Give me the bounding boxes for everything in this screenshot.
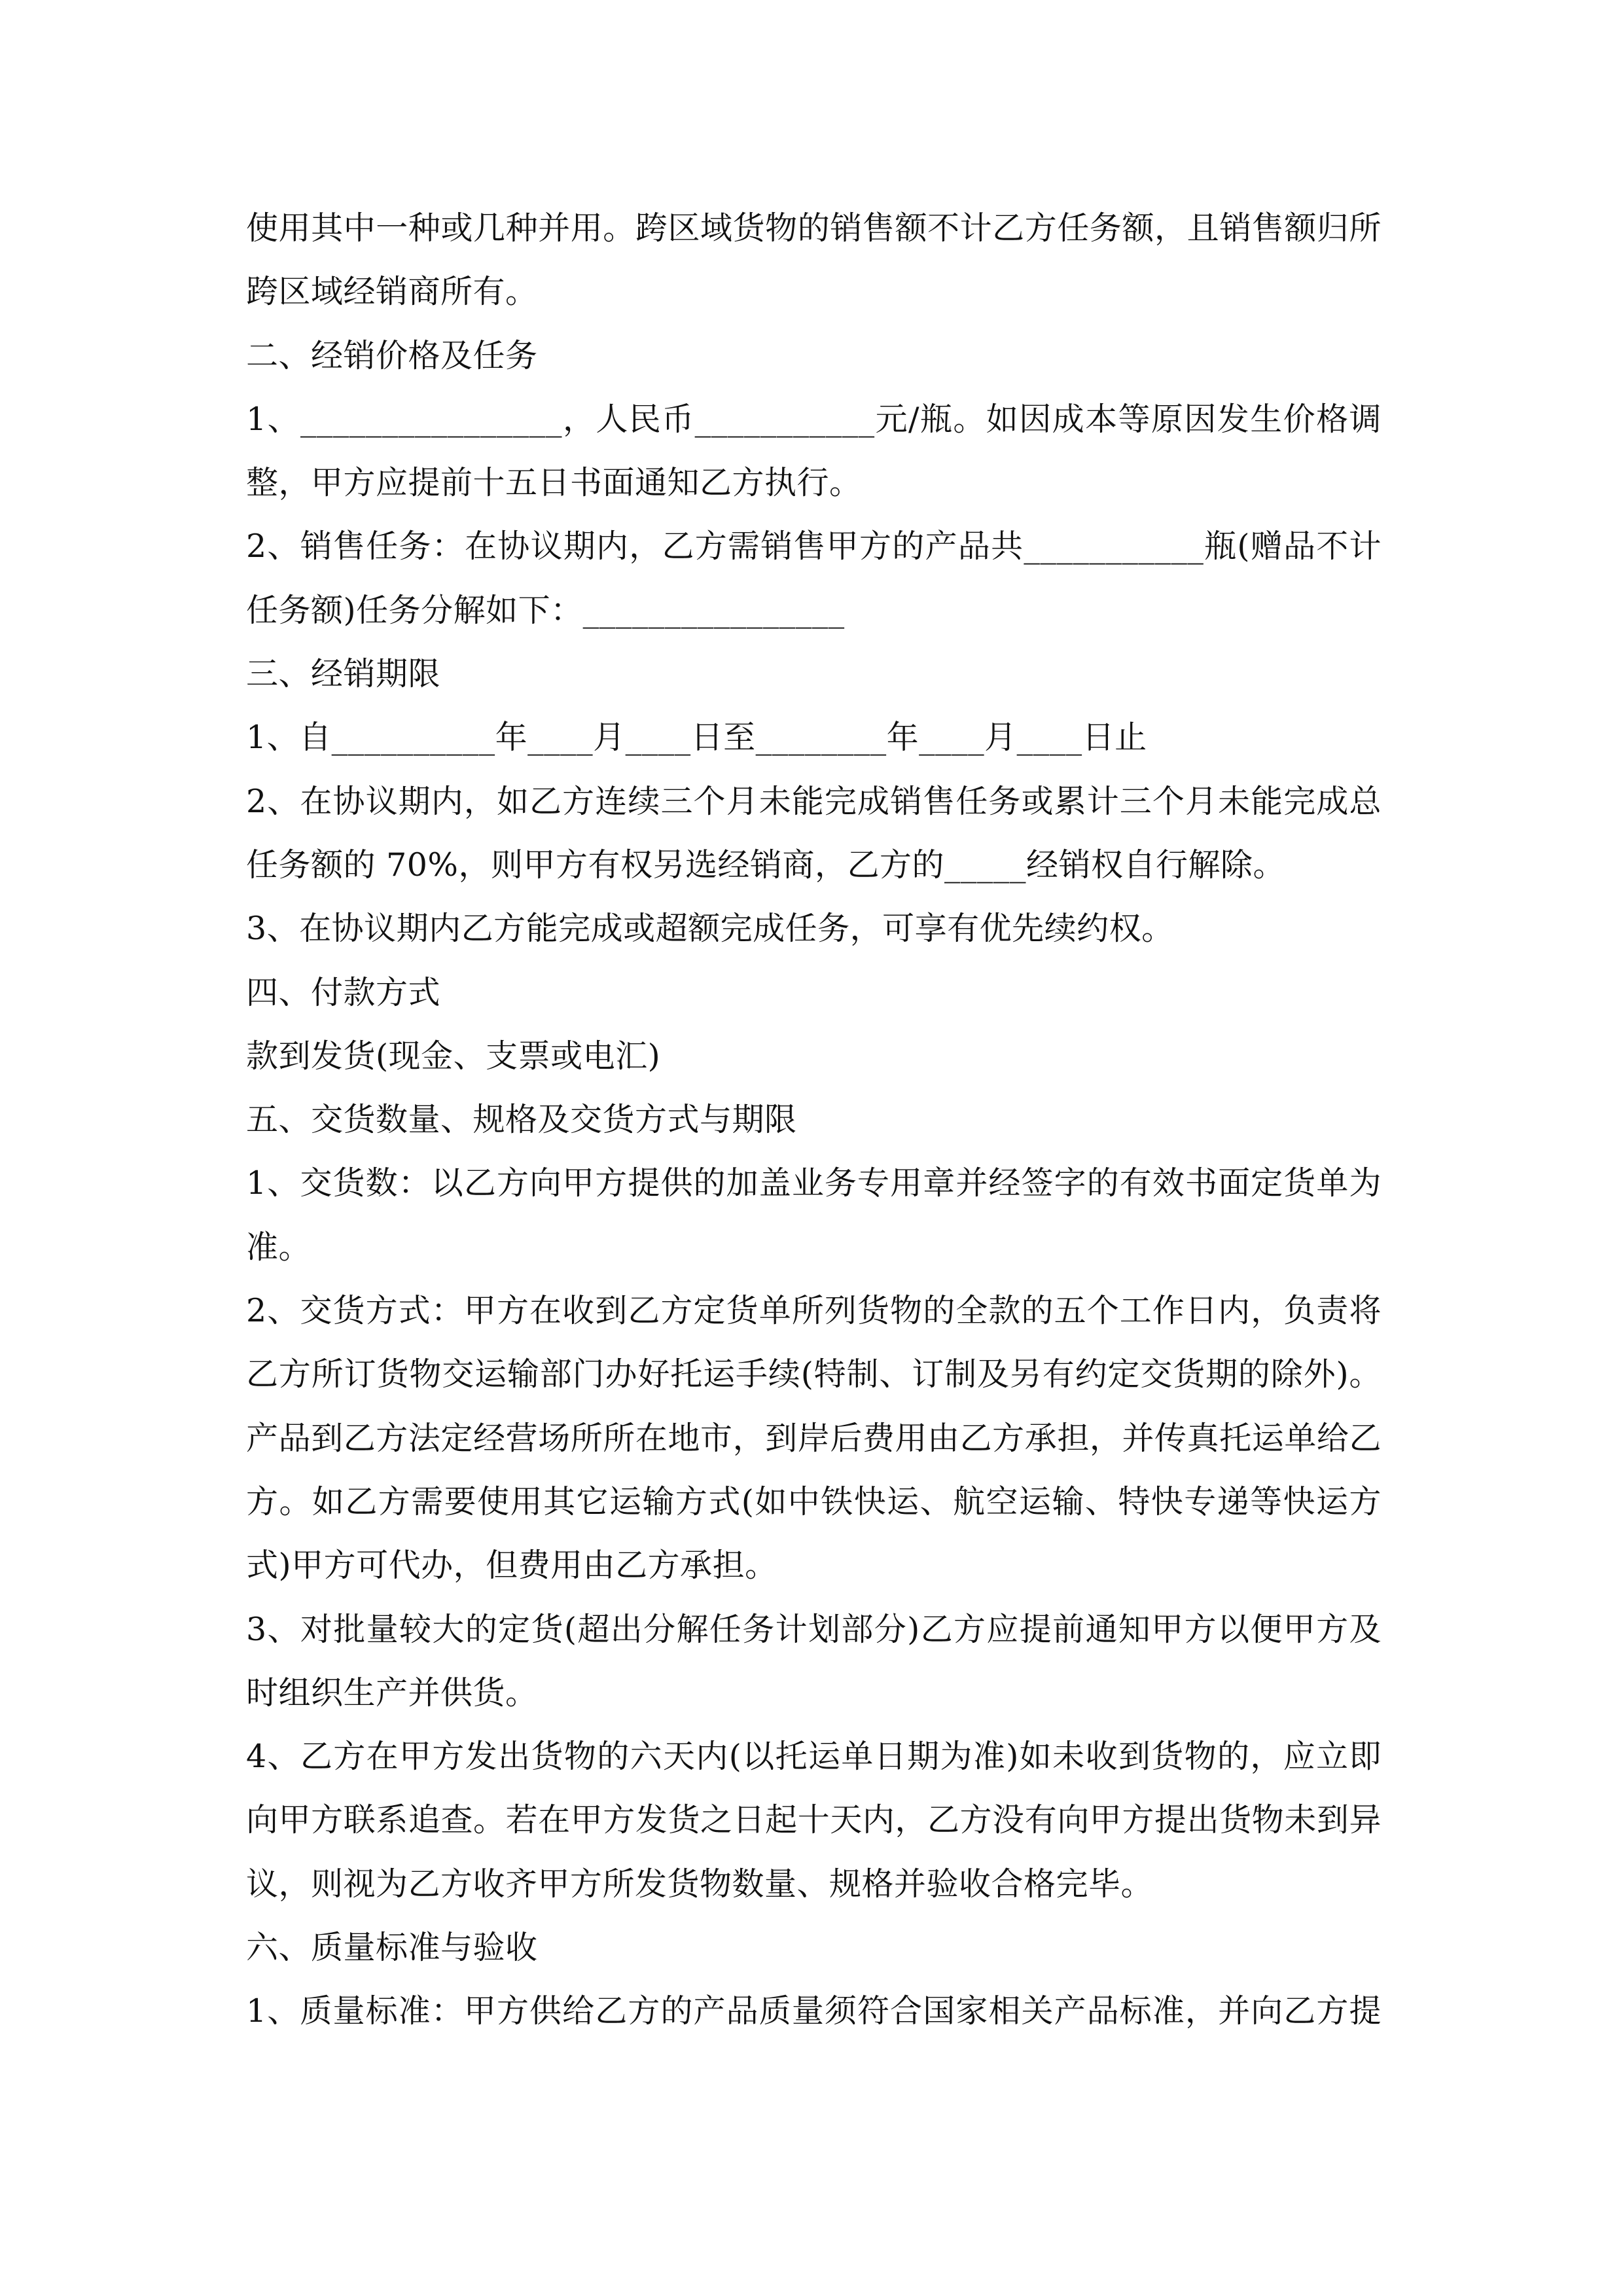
document-body [246,196,1382,2043]
text-line: 向甲方联系追查。若在甲方发货之日起十天内，乙方没有向甲方提出货物未到异 [246,1801,1382,1839]
section-heading: 四、付款方式 [246,973,441,1011]
text-line: 款到发货(现金、支票或电汇) [246,1037,661,1075]
text-line: 使用其中一种或几种并用。跨区域货物的销售额不计乙方任务额，且销售额归所 [246,209,1382,247]
text-line: 准。 [246,1228,312,1266]
text-line: 1、________________，人民币___________元/瓶。如因成本等原因发生价格调 [246,400,1382,438]
text-line: 产品到乙方法定经营场所所在地市，到岸后费用由乙方承担，并传真托运单给乙 [246,1419,1382,1457]
text-line: 1、交货数：以乙方向甲方提供的加盖业务专用章并经签字的有效书面定货单为 [246,1164,1382,1202]
text-line: 议，则视为乙方收齐甲方所发货物数量、规格并验收合格完毕。 [246,1865,1154,1903]
text-line: 时组织生产并供货。 [246,1674,538,1712]
section-heading: 二、经销价格及任务 [246,336,538,374]
text-line: 任务额)任务分解如下：________________ [246,591,845,629]
text-line: 3、在协议期内乙方能完成或超额完成任务，可享有优先续约权。 [246,910,1174,948]
text-line: 整，甲方应提前十五日书面通知乙方执行。 [246,464,862,502]
text-line: 3、对批量较大的定货(超出分解任务计划部分)乙方应提前通知甲方以便甲方及 [246,1610,1382,1648]
text-line: 2、在协议期内，如乙方连续三个月未能完成销售任务或累计三个月未能完成总 [246,782,1382,820]
text-line: 跨区域经销商所有。 [246,273,538,311]
text-line: 任务额的 70%，则甲方有权另选经销商，乙方的_____经销权自行解除。 [246,846,1285,884]
text-line: 2、销售任务：在协议期内，乙方需销售甲方的产品共___________瓶(赠品不计 [246,528,1382,565]
text-line: 式)甲方可代办，但费用由乙方承担。 [246,1547,777,1585]
text-line: 乙方所订货物交运输部门办好托运手续(特制、订制及另有约定交货期的除外)。 [246,1355,1382,1393]
text-line: 2、交货方式：甲方在收到乙方定货单所列货物的全款的五个工作日内，负责将 [246,1292,1382,1330]
section-heading: 三、经销期限 [246,655,441,693]
section-heading: 五、交货数量、规格及交货方式与期限 [246,1101,797,1139]
text-line: 4、乙方在甲方发出货物的六天内(以托运单日期为准)如未收到货物的，应立即 [246,1738,1382,1776]
section-heading: 六、质量标准与验收 [246,1929,538,1967]
text-line: 1、质量标准：甲方供给乙方的产品质量须符合国家相关产品标准，并向乙方提 [246,1992,1382,2030]
text-line: 1、自__________年____月____日至________年____月____日止 [246,719,1147,757]
text-line: 方。如乙方需要使用其它运输方式(如中铁快运、航空运输、特快专递等快运方 [246,1482,1382,1520]
